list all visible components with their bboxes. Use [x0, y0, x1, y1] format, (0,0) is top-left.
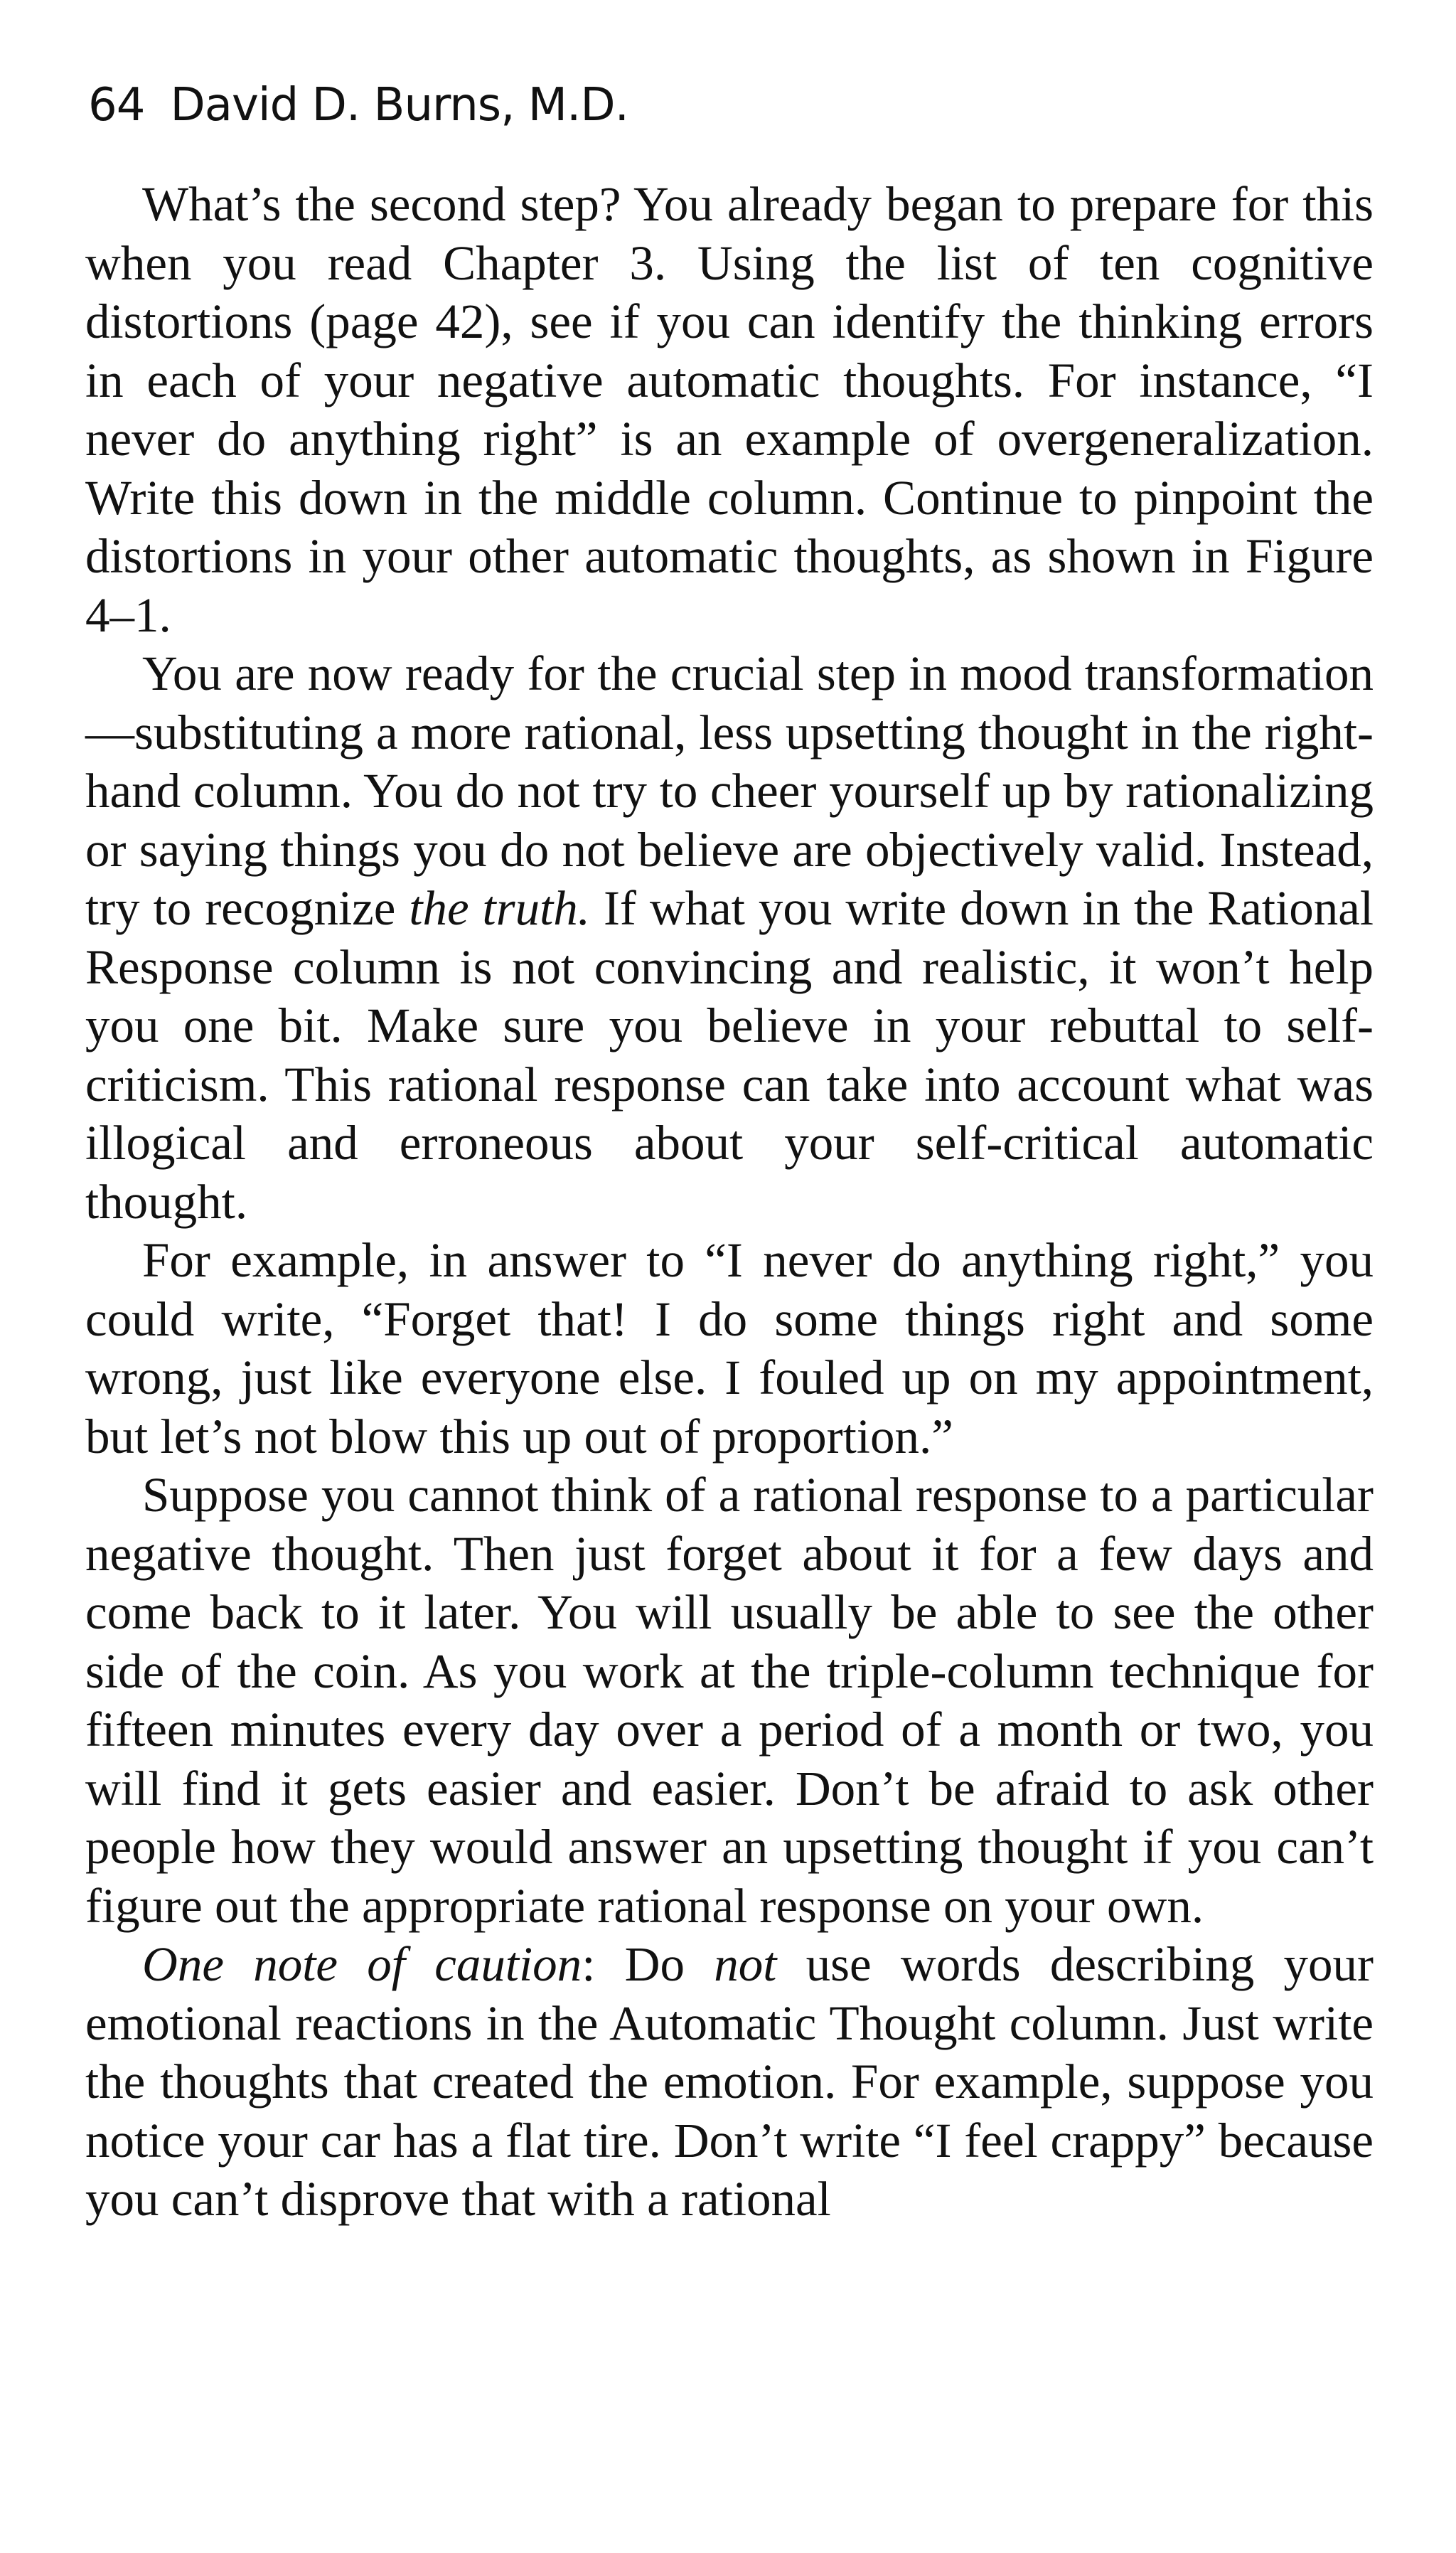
paragraph-suppose	[85, 1466, 1374, 1935]
paragraph-text: For example, in answer to “I never do anything right,” you could write, “Forget that! I do some things right and some wrong, just like everyone else. I fouled up on my appointment, but let’s not blow this up out of proportion.”	[85, 1233, 1374, 1464]
paragraph-text-rest: use words describing your emotional reactions in the Automatic Thought column. Just write the thoughts that created the emotion. For example, suppose you notice your car has a flat tire. Don’t write “I feel crappy” because you can’t disprove that with a rational	[85, 1937, 1374, 2226]
paragraph-second-step	[85, 175, 1374, 644]
emphasis-note-of-caution: One note of caution	[142, 1937, 582, 1991]
author-name: David D. Burns, M.D.	[170, 79, 628, 132]
emphasis-the-truth: the truth.	[409, 881, 590, 935]
body-text	[85, 175, 1374, 2229]
paragraph-text-before-emphasis: You are now ready for the crucial step in mood transformation—substituting a more rational, less upsetting thought in the right-hand column. You do not try to cheer yourself up by rationalizing or saying things you do not believe are objectively valid. Instead, try to recognize	[85, 646, 1374, 935]
paragraph-caution	[85, 1935, 1374, 2229]
paragraph-text-after-emphasis: If what you write down in the Rational Response column is not convincing and realistic, it won’t help you one bit. Make sure you believe in your rebuttal to self-criticism. This rational response can take into account what was illogical and erroneous about your self-critical automatic thought.	[85, 881, 1374, 1229]
paragraph-example	[85, 1231, 1374, 1466]
paragraph-rational-response	[85, 644, 1374, 1231]
page-number: 64	[88, 79, 145, 132]
emphasis-not: not	[714, 1937, 777, 1991]
paragraph-text: What’s the second step? You already began to prepare for this when you read Chapter 3. Using the list of ten cognitive distortions (page 42), see if you can identify the thinking errors in each of your negative automatic thoughts. For instance, “I never do anything right” is an example of overgeneralization. Write this down in the middle column. Continue to pinpoint the distortions in your other automatic thoughts, as shown in Figure 4–1.	[85, 177, 1374, 642]
paragraph-text-colon: : Do	[582, 1937, 714, 1991]
paragraph-text: Suppose you cannot think of a rational response to a particular negative thought. Then just forget about it for a few days and come back to it later. You will usually be able to see the other side of the coin. As you work at the triple-column technique for fifteen minutes every day over a period of a month or two, you will find it gets easier and easier. Don’t be afraid to ask other people how they would answer an upsetting thought if you can’t figure out the appropriate rational response on your own.	[85, 1468, 1374, 1933]
running-head	[88, 77, 628, 134]
